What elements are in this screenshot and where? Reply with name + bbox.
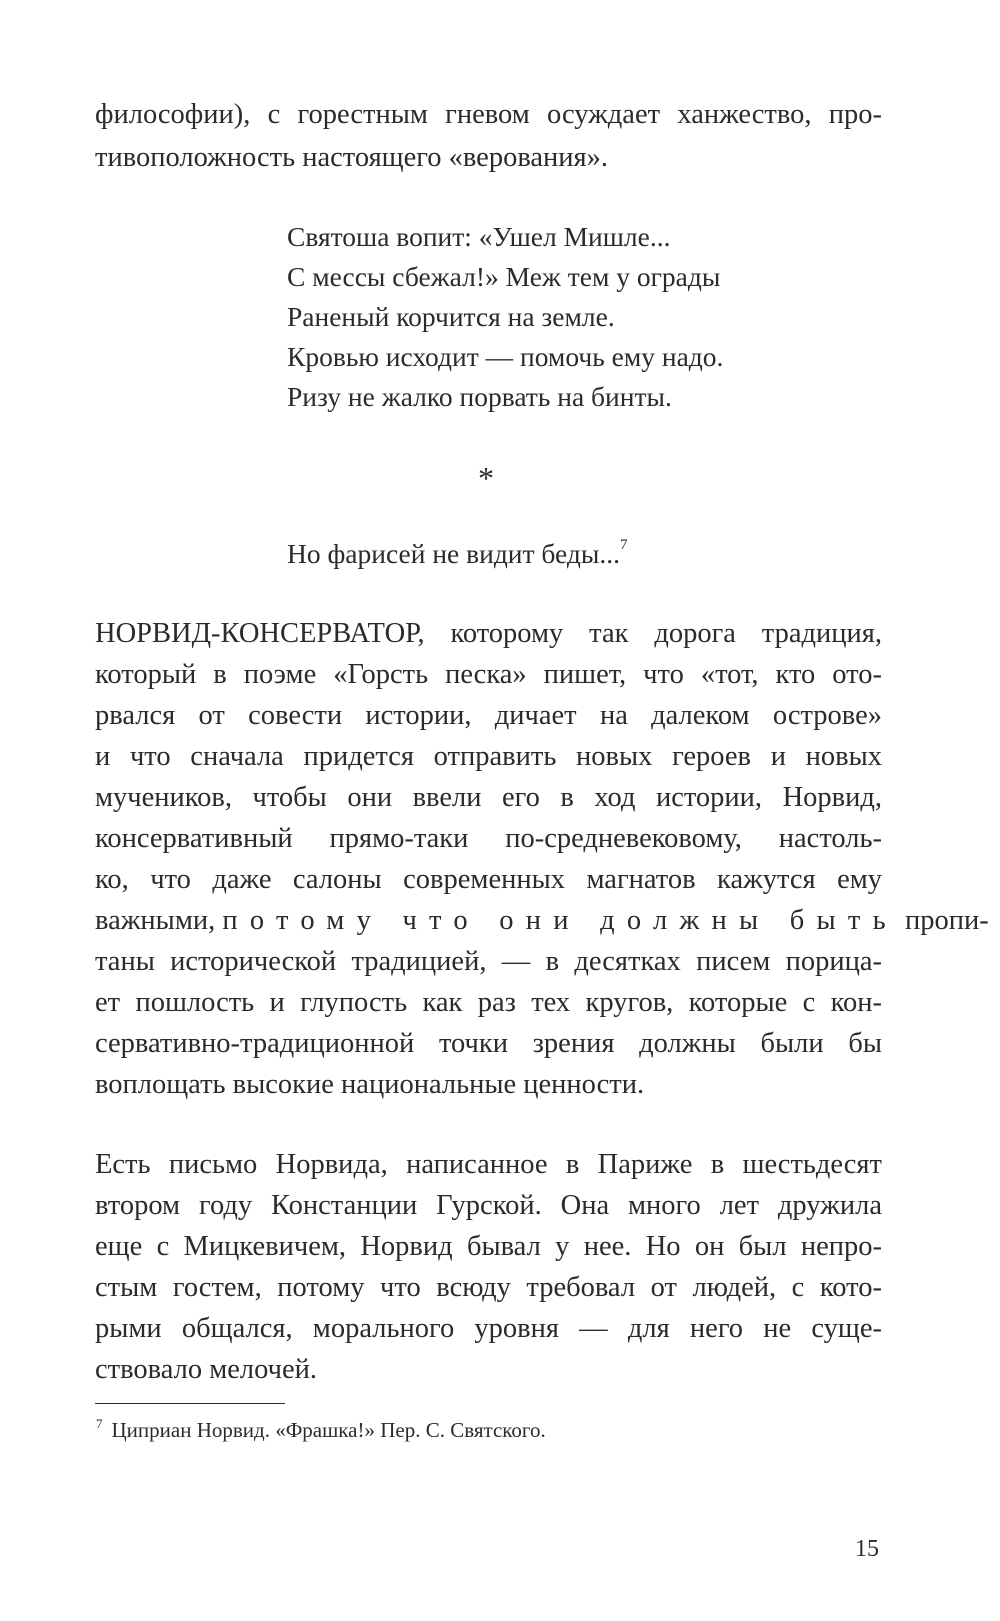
verse-line: Ризу не жалко порвать на бинты. [287,381,672,412]
footnote-text: Циприан Норвид. «Фрашка!» Пер. С. Святского. [111,1418,546,1442]
verse-line: Святоша вопит: «Ушел Мишле... [287,221,671,252]
text-line: философии), с горестным гневом осуждает ханжество, про- [95,99,882,130]
text-line: ко, что даже салоны современных магнатов кажутся ему [95,864,882,895]
text-line: сервативно-традиционной точки зрения должны были бы [95,1028,882,1059]
text-line: рвался от совести истории, дичает на далеком острове» [95,700,882,731]
text-line: ет пошлость и глупость как раз тех кругов, которые с кон- [95,987,882,1018]
text-line: консервативный прямо-таки по-средневековому, настоль- [95,823,882,854]
verse-line: Кровью исходит — помочь ему надо. [287,341,724,372]
verse-line: С мессы сбежал!» Меж тем у ограды [287,261,721,292]
verse-line [287,537,628,569]
footnote-reference: 7 [619,537,628,553]
text-line: таны исторической традицией, — в десятках писем порица- [95,946,882,977]
text-line: тивоположность настоящего «верования». [95,142,609,173]
text-line: Есть письмо Норвида, написанное в Париже в шестьдесят [95,1149,882,1180]
text-line: НОРВИД-КОНСЕРВАТОР, которому так дорога традиция, [95,618,882,649]
text-line: ствовало мелочей. [95,1354,317,1385]
page-number: 15 [855,1536,879,1562]
text-line: рыми общался, морального уровня — для него не суще- [95,1313,882,1344]
text-line: мучеников, чтобы они ввели его в ход истории, Норвид, [95,782,882,813]
footnote-number: 7 [96,1416,103,1431]
verse-text: Но фарисей не видит беды... [287,538,620,569]
text-line [95,905,989,936]
footnote-divider [95,1403,285,1404]
verse-line: Раненый корчится на земле. [287,301,615,332]
footnote [96,1416,546,1442]
text-segment: пропи- [905,905,989,936]
text-line: воплощать высокие национальные ценности. [95,1069,645,1100]
text-line: и что сначала придется отправить новых героев и новых [95,741,882,772]
asterisk-separator: * [478,460,494,496]
spaced-emphasis: потому что они должны быть [222,905,898,936]
text-line: втором году Констанции Гурской. Она много лет дружила [95,1190,882,1221]
text-line: который в поэме «Горсть песка» пишет, что «тот, кто ото- [95,659,882,690]
text-line: еще с Мицкевичем, Норвид бывал у нее. Но он был непро- [95,1231,882,1262]
text-line: стым гостем, потому что всюду требовал от людей, с кото- [95,1272,882,1303]
text-segment: важными, [95,905,216,936]
